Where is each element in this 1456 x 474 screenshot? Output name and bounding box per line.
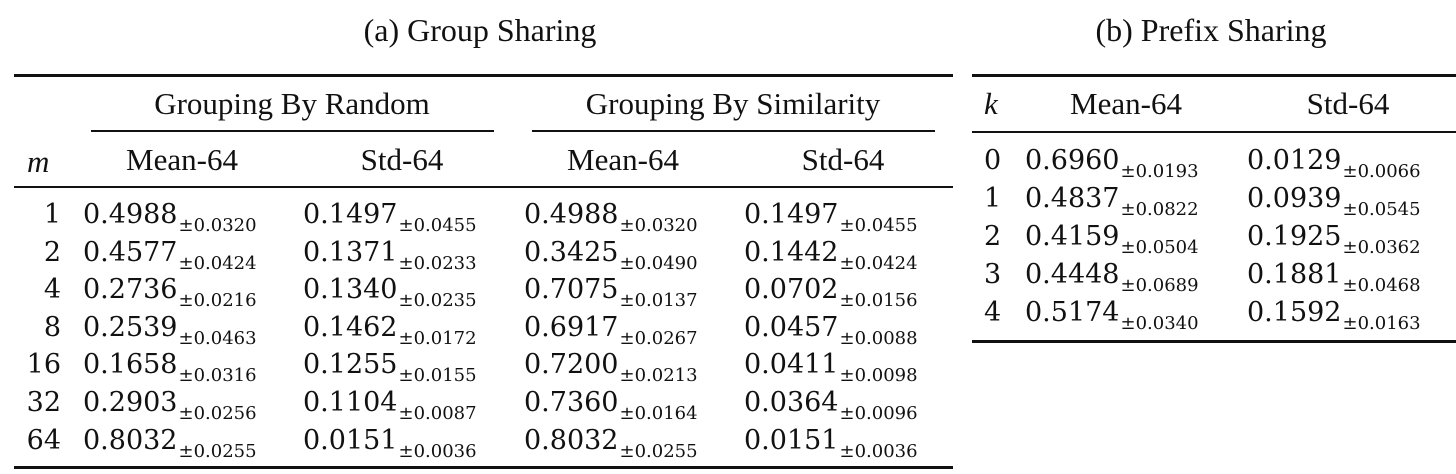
group-similarity-mean-cell [524,349,698,386]
prefix-std-cell-value: 0.1592 [1247,297,1342,328]
group-bottom-rule [14,466,953,469]
group-similarity-mean-cell-value: 0.8032 [524,425,619,456]
group-random-std-cell-value: 0.1255 [303,349,398,380]
prefix-mean-cell-value: 0.5174 [1025,297,1120,328]
group-random-mean-cell-pm: ±0.0463 [178,328,257,349]
prefix-std-cell-pm: ±0.0545 [1342,199,1421,220]
prefix-row-k: 3 [984,259,1002,290]
group-similarity-std-cell-value: 0.1442 [744,237,839,268]
prefix-mean-cell-value: 0.6960 [1025,145,1120,176]
group-similarity-mean-cell [524,387,698,424]
group-random-mean-cell [83,274,257,311]
group-similarity-mean-cell [524,425,698,462]
group-similarity-std-cell-value: 0.1497 [744,199,839,230]
group-random-header: Grouping By Random [154,86,430,121]
prefix-mean-cell-pm: ±0.0193 [1120,161,1199,182]
prefix-std-cell-value: 0.0129 [1247,145,1342,176]
prefix-std-cell-value: 0.1881 [1247,259,1342,290]
group-random-mean-cell-value: 0.2736 [83,274,178,305]
group-similarity-mean-cell-pm: ±0.0255 [619,441,698,462]
group-similarity-std-cell-pm: ±0.0096 [839,403,918,424]
group-random-std-cell [303,425,477,462]
group-similarity-std-cell-pm: ±0.0098 [839,365,918,386]
group-similarity-col-mean: Mean-64 [567,142,679,177]
prefix-row-k: 4 [984,297,1002,328]
group-random-std-cell-value: 0.1104 [303,387,398,418]
group-similarity-mean-cell-pm: ±0.0164 [619,403,698,424]
group-random-std-cell-pm: ±0.0036 [398,441,477,462]
group-similarity-std-cell-pm: ±0.0036 [839,441,918,462]
prefix-std-cell-pm: ±0.0362 [1342,237,1421,258]
prefix-std-cell [1247,145,1421,182]
group-similarity-mean-cell-value: 0.7075 [524,274,619,305]
group-similarity-mean-cell-pm: ±0.0267 [619,328,698,349]
prefix-std-cell-pm: ±0.0163 [1342,313,1421,334]
prefix-std-cell [1247,297,1421,334]
group-similarity-mean-cell-value: 0.4988 [524,199,619,230]
prefix-sharing-caption: (b) Prefix Sharing [1095,12,1327,48]
prefix-mean-cell [1025,145,1199,182]
group-random-std-cell [303,237,477,274]
prefix-std-cell-pm: ±0.0066 [1342,161,1421,182]
group-similarity-mean-cell-pm: ±0.0213 [619,365,698,386]
group-similarity-mean-cell-pm: ±0.0320 [619,215,698,236]
prefix-row-k: 0 [984,145,1002,176]
group-similarity-std-cell [744,425,918,462]
prefix-mid-rule [972,131,1456,133]
group-similarity-col-std: Std-64 [801,142,885,177]
prefix-bottom-rule [972,340,1456,343]
group-row-m: 64 [26,425,61,456]
group-similarity-mean-cell-value: 0.3425 [524,237,619,268]
group-random-mean-cell-pm: ±0.0424 [178,253,257,274]
group-random-mean-cell [83,349,257,386]
group-random-mean-cell-value: 0.4988 [83,199,178,230]
prefix-mean-cell [1025,183,1199,220]
group-random-std-cell-pm: ±0.0087 [398,403,477,424]
group-row-m: 8 [43,312,61,343]
group-random-mean-cell-value: 0.1658 [83,349,178,380]
group-random-mean-cell-value: 0.2539 [83,312,178,343]
group-random-mean-cell-pm: ±0.0255 [178,441,257,462]
prefix-mean-cell [1025,259,1199,296]
prefix-mean-cell-pm: ±0.0340 [1120,313,1199,334]
group-random-mean-cell [83,237,257,274]
group-row-m: 1 [43,199,61,230]
group-similarity-std-cell-pm: ±0.0455 [839,215,918,236]
group-similarity-std-cell [744,274,918,311]
group-similarity-mean-cell-pm: ±0.0490 [619,253,698,274]
group-random-mean-cell [83,425,257,462]
prefix-std-cell-value: 0.1925 [1247,221,1342,252]
group-random-mean-cell [83,312,257,349]
group-similarity-std-cell-pm: ±0.0424 [839,253,918,274]
prefix-mean-cell-value: 0.4159 [1025,221,1120,252]
group-random-std-cell-value: 0.1340 [303,274,398,305]
prefix-mean-cell-pm: ±0.0504 [1120,237,1199,258]
group-similarity-std-cell [744,312,918,349]
group-similarity-std-cell [744,387,918,424]
group-random-mean-cell-value: 0.4577 [83,237,178,268]
group-similarity-mean-cell-pm: ±0.0137 [619,290,698,311]
group-similarity-mean-cell [524,312,698,349]
prefix-std-cell [1247,221,1421,258]
group-similarity-std-cell [744,349,918,386]
group-random-std-cell-pm: ±0.0155 [398,365,477,386]
prefix-std-cell [1247,183,1421,220]
group-similarity-mean-cell-value: 0.6917 [524,312,619,343]
group-random-mean-cell-pm: ±0.0256 [178,403,257,424]
prefix-col-mean: Mean-64 [1070,86,1182,121]
group-row-m: 4 [43,274,61,305]
group-row-m: 16 [26,349,61,380]
group-random-std-cell-pm: ±0.0235 [398,290,477,311]
group-random-std-cell [303,274,477,311]
group-random-std-cell-value: 0.0151 [303,425,398,456]
group-random-std-cell [303,387,477,424]
group-random-col-std: Std-64 [360,142,444,177]
prefix-top-rule [972,74,1456,77]
group-random-mean-cell [83,387,257,424]
group-random-std-cell-value: 0.1497 [303,199,398,230]
group-random-mean-cell-pm: ±0.0216 [178,290,257,311]
group-random-std-cell [303,349,477,386]
group-similarity-mean-cell [524,274,698,311]
group-random-std-cell [303,199,477,236]
prefix-mean-cell [1025,297,1199,334]
group-similarity-header: Grouping By Similarity [585,86,881,121]
group-similarity-std-cell-value: 0.0151 [744,425,839,456]
group-row-m: 2 [43,237,61,268]
group-random-std-cell-value: 0.1371 [303,237,398,268]
group-similarity-std-cell [744,199,918,236]
prefix-std-cell [1247,259,1421,296]
group-similarity-std-cell-value: 0.0457 [744,312,839,343]
prefix-mean-cell [1025,221,1199,258]
group-random-mean-cell-value: 0.2903 [83,387,178,418]
group-similarity-std-cell-value: 0.0364 [744,387,839,418]
group-similarity-mean-cell-value: 0.7360 [524,387,619,418]
group-similarity-mean-cell [524,199,698,236]
group-random-col-mean: Mean-64 [126,142,238,177]
group-random-mean-cell [83,199,257,236]
group-similarity-std-cell-value: 0.0411 [744,349,839,380]
group-random-mean-cell-value: 0.8032 [83,425,178,456]
group-random-std-cell-pm: ±0.0233 [398,253,477,274]
prefix-std-cell-value: 0.0939 [1247,183,1342,214]
prefix-mean-cell-value: 0.4448 [1025,259,1120,290]
prefix-col-std: Std-64 [1306,86,1390,121]
group-random-mean-cell-pm: ±0.0316 [178,365,257,386]
group-random-mean-cell-pm: ±0.0320 [178,215,257,236]
group-row-m: 32 [26,387,61,418]
group-mid-rule [14,186,953,188]
group-random-std-cell-value: 0.1462 [303,312,398,343]
prefix-row-k: 1 [984,183,1002,214]
group-random-cmidrule [91,130,494,132]
prefix-mean-cell-value: 0.4837 [1025,183,1120,214]
group-similarity-mean-cell [524,237,698,274]
group-similarity-std-cell-pm: ±0.0156 [839,290,918,311]
group-similarity-cmidrule [532,130,935,132]
prefix-col-k: k [984,86,998,121]
group-random-std-cell [303,312,477,349]
group-similarity-std-cell-value: 0.0702 [744,274,839,305]
group-similarity-mean-cell-value: 0.7200 [524,349,619,380]
group-col-m: m [27,144,50,179]
group-top-rule [14,74,953,77]
prefix-mean-cell-pm: ±0.0822 [1120,199,1199,220]
prefix-std-cell-pm: ±0.0468 [1342,275,1421,296]
group-similarity-std-cell [744,237,918,274]
prefix-mean-cell-pm: ±0.0689 [1120,275,1199,296]
group-random-std-cell-pm: ±0.0455 [398,215,477,236]
group-sharing-caption: (a) Group Sharing [363,12,597,48]
group-similarity-std-cell-pm: ±0.0088 [839,328,918,349]
prefix-row-k: 2 [984,221,1002,252]
group-random-std-cell-pm: ±0.0172 [398,328,477,349]
